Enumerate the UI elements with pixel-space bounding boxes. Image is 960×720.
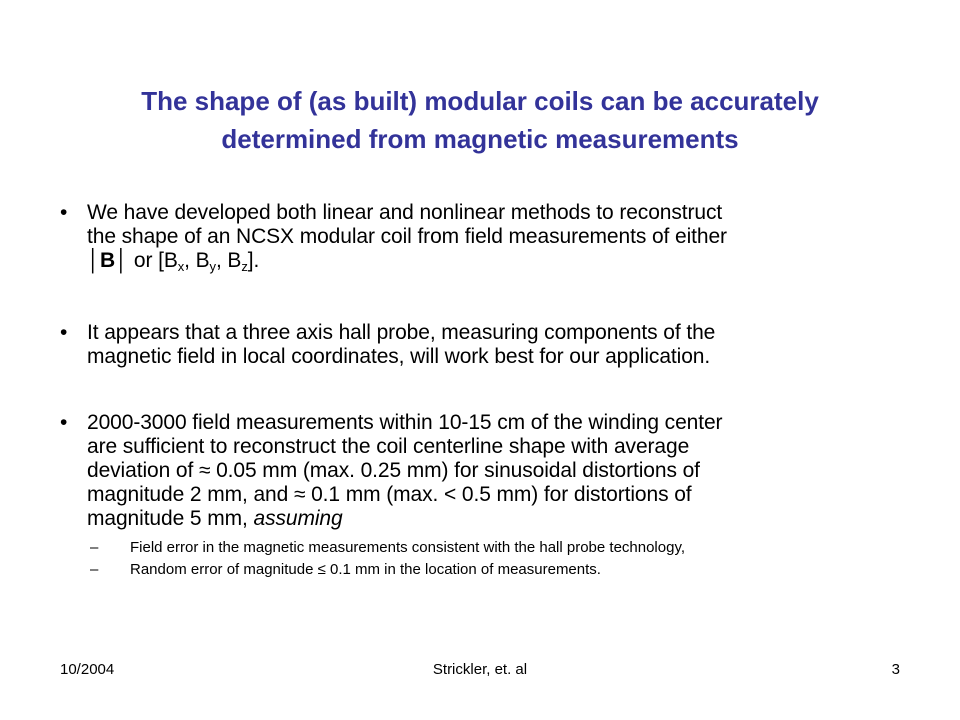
field-formula — [87, 249, 920, 279]
bullet-line: magnetic field in local coordinates, will work best for our application. — [87, 345, 711, 368]
sub-bullet-field-error — [87, 537, 920, 558]
abs-bar-right: │ — [115, 249, 129, 272]
bullet-line: are sufficient to reconstruct the coil centerline shape with average — [87, 435, 690, 458]
title-line-2: determined from magnetic measurements — [221, 124, 739, 154]
bullet-dot-icon: • — [60, 321, 68, 344]
sub-bullet-random-error — [87, 559, 920, 580]
bullet-line: We have developed both linear and nonlinear methods to reconstruct — [87, 201, 723, 224]
formula-end: ]. — [247, 249, 260, 272]
subscript-y: y — [209, 259, 216, 274]
bullet-dot-icon: • — [60, 411, 68, 434]
bullet-methods — [60, 201, 920, 279]
sub-bullet-text: Field error in the magnetic measurements consistent with the hall probe technology, — [130, 539, 686, 556]
bullet-line: the shape of an NCSX modular coil from field measurements of either — [87, 225, 727, 248]
bullet-line — [87, 507, 920, 531]
assuming-italic: assuming — [253, 507, 343, 530]
field-magnitude-b: B — [100, 249, 116, 272]
dash-icon: – — [90, 561, 99, 578]
sub-bullet-list — [87, 537, 920, 580]
footer-author: Strickler, et. al — [432, 661, 528, 678]
subscript-z: z — [241, 259, 248, 274]
bullet-text — [87, 411, 920, 531]
bullet-list — [60, 201, 920, 580]
bullet-measurements — [60, 411, 920, 580]
bullet-text — [87, 321, 920, 369]
formula-or-text: or [B — [128, 249, 178, 272]
formula-sep-2: , B — [215, 249, 242, 272]
formula-sep-1: , B — [184, 249, 210, 272]
bullet-line: deviation of ≈ 0.05 mm (max. 0.25 mm) for sinusoidal distortions of — [87, 459, 700, 482]
sub-bullet-text: Random error of magnitude ≤ 0.1 mm in the location of measurements. — [130, 561, 601, 578]
bullet-hall-probe — [60, 321, 920, 369]
footer-date: 10/2004 — [60, 661, 115, 678]
bullet-dot-icon: • — [60, 201, 68, 224]
title-line-1: The shape of (as built) modular coils can be accurately — [141, 86, 819, 116]
footer-page-number: 3 — [891, 661, 900, 678]
subscript-x: x — [177, 259, 185, 274]
bullet-line: 2000-3000 field measurements within 10-15 cm of the winding center — [87, 411, 723, 434]
bullet-line: magnitude 2 mm, and ≈ 0.1 mm (max. < 0.5 mm) for distortions of — [87, 483, 692, 506]
abs-bar-left: │ — [87, 249, 101, 272]
bullet-line: It appears that a three axis hall probe, measuring components of the — [87, 321, 716, 344]
slide-title — [40, 82, 920, 158]
bullet-text — [87, 201, 920, 279]
dash-icon: – — [90, 539, 99, 556]
last-line-text: magnitude 5 mm, — [87, 507, 254, 530]
